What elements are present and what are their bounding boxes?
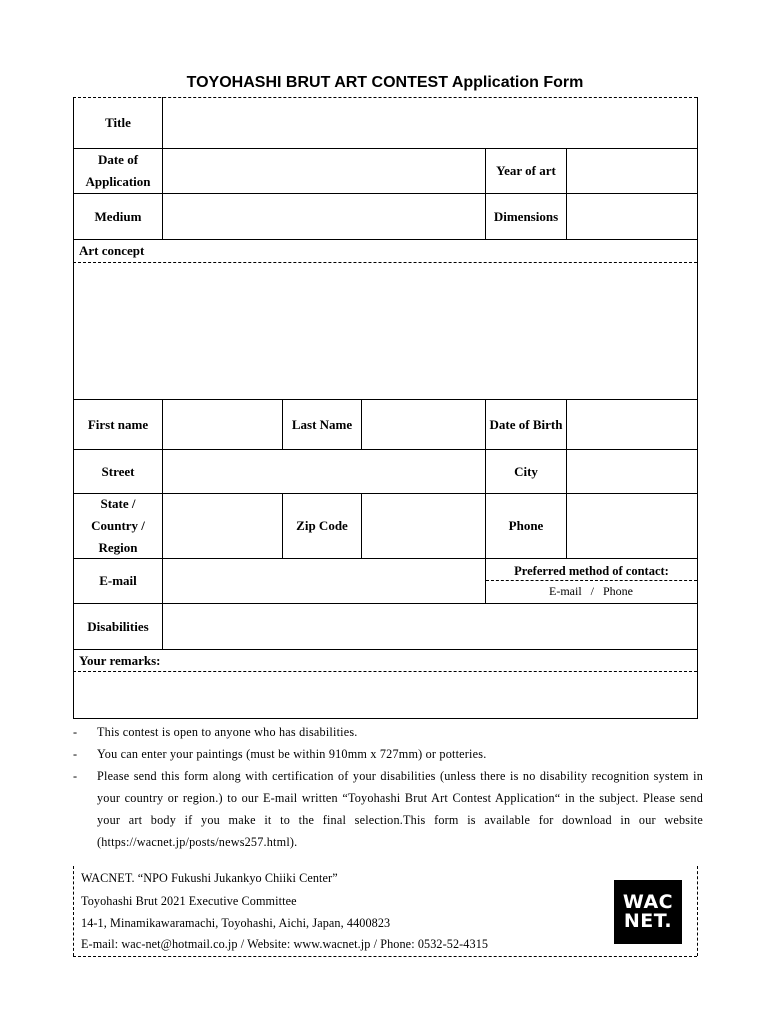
zip-code-label: Zip Code bbox=[296, 518, 348, 533]
street-label: Street bbox=[101, 463, 135, 479]
date-of-application-field[interactable] bbox=[163, 149, 485, 193]
first-name-label: First name bbox=[87, 416, 149, 432]
zip-code-field[interactable] bbox=[362, 494, 485, 558]
medium-label: Medium bbox=[94, 208, 142, 224]
first-name-field[interactable] bbox=[163, 400, 282, 449]
notes-list bbox=[73, 721, 703, 853]
date-of-birth-label: Date of Birth bbox=[489, 416, 563, 432]
city-label: City bbox=[514, 463, 538, 479]
art-concept-label: Art concept bbox=[79, 243, 145, 258]
note-item: - You can enter your paintings (must be within 910mm x 727mm) or potteries. bbox=[73, 747, 487, 761]
state-field[interactable] bbox=[163, 494, 282, 558]
footer-contact: E-mail: wac-net@hotmail.co.jp / Website: www.wacnet.jp / Phone: 0532-52-4315 bbox=[81, 937, 489, 951]
city-field[interactable] bbox=[567, 450, 697, 493]
disabilities-label: Disabilities bbox=[87, 618, 149, 634]
street-field[interactable] bbox=[163, 450, 485, 493]
dimensions-field[interactable] bbox=[567, 194, 697, 239]
email-label: E-mail bbox=[99, 573, 137, 588]
footer-committee: Toyohashi Brut 2021 Executive Committee bbox=[81, 894, 297, 908]
note-item: - Please send this form along with certification of your disabilities (unless there is no disability recognition system in your country or region.) to our E-mail written “Toyohashi Brut Art Contest Application“ in the subject. Please send your art body if you make it to the final selection.This form is available for download in our website (https://wacnet.jp/posts/news257.html). bbox=[73, 769, 703, 849]
year-of-art-field[interactable] bbox=[567, 149, 697, 193]
state-country-region-label: State / Country / Region bbox=[91, 496, 145, 555]
title-field[interactable] bbox=[163, 98, 697, 148]
last-name-label: Last Name bbox=[291, 416, 353, 432]
art-concept-field[interactable] bbox=[74, 263, 697, 399]
phone-label: Phone bbox=[508, 518, 544, 533]
phone-field[interactable] bbox=[567, 494, 697, 558]
contact-options[interactable]: E-mail / Phone bbox=[549, 584, 633, 598]
email-field[interactable] bbox=[163, 559, 485, 603]
title-label: Title bbox=[105, 115, 131, 130]
dimensions-label: Dimensions bbox=[493, 208, 559, 224]
footer-address: 14-1, Minamikawaramachi, Toyohashi, Aichi, Japan, 4400823 bbox=[81, 916, 391, 930]
remarks-field[interactable] bbox=[74, 672, 697, 718]
disabilities-field[interactable] bbox=[163, 604, 697, 649]
year-of-art-label: Year of art bbox=[496, 163, 556, 178]
date-of-application-label: Date of Application bbox=[85, 152, 151, 189]
footer-organization: WACNET. “NPO Fukushi Jukankyo Chiiki Center” bbox=[81, 871, 338, 885]
last-name-field[interactable] bbox=[362, 400, 485, 449]
date-of-birth-field[interactable] bbox=[567, 400, 697, 449]
your-remarks-label: Your remarks: bbox=[79, 652, 161, 668]
note-item: - This contest is open to anyone who has disabilities. bbox=[73, 725, 358, 739]
preferred-contact-label: Preferred method of contact: bbox=[514, 564, 669, 578]
wacnet-logo: WAC NET. bbox=[614, 880, 682, 944]
medium-field[interactable] bbox=[163, 194, 485, 239]
form-title: TOYOHASHI BRUT ART CONTEST Application Form bbox=[186, 74, 584, 91]
